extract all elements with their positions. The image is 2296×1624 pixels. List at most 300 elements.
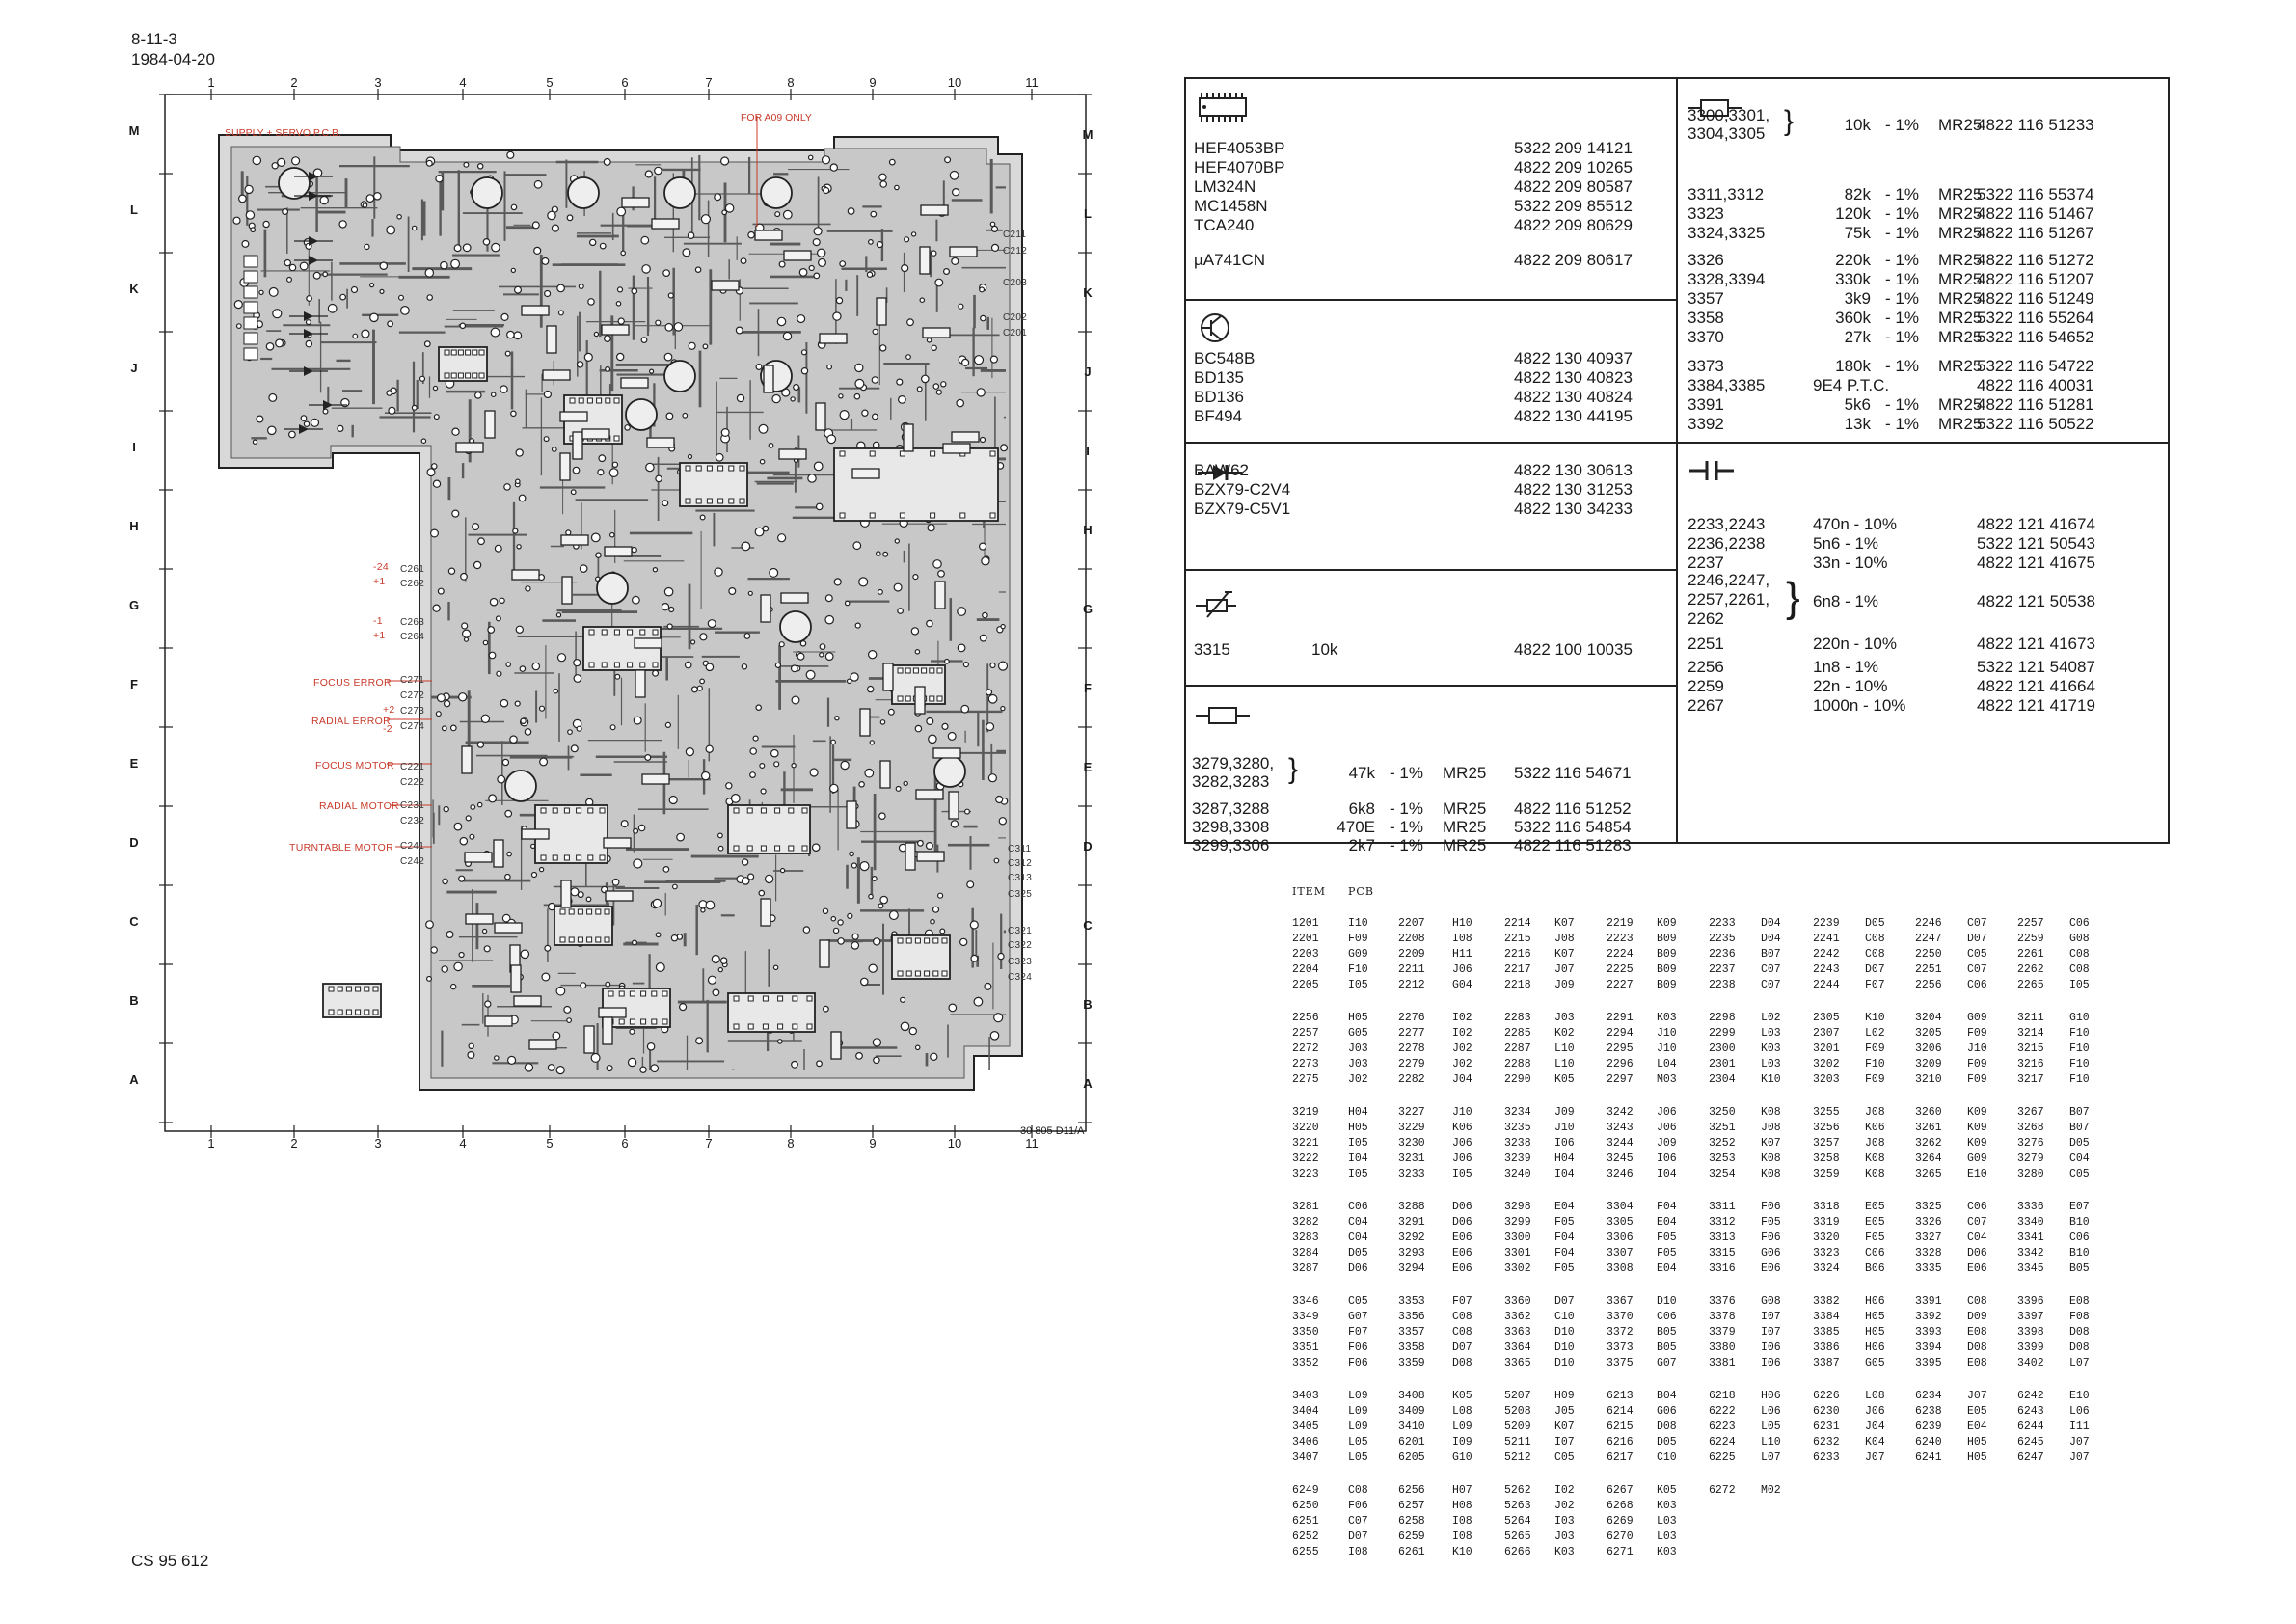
resistor-tolerance: - 1% xyxy=(1885,251,1919,269)
ic-pin xyxy=(906,971,911,976)
resistor-footprint xyxy=(514,996,541,1006)
index-item: 6268 xyxy=(1607,1500,1634,1512)
solder-pad xyxy=(840,411,849,420)
index-pcb-location: I06 xyxy=(1657,1152,1677,1165)
index-item: 5262 xyxy=(1504,1484,1531,1497)
index-item: 3259 xyxy=(1813,1168,1840,1180)
solder-pad xyxy=(606,367,610,372)
part-type: HEF4070BP xyxy=(1194,158,1285,176)
solder-pad xyxy=(700,515,705,520)
ic-pin xyxy=(445,350,449,355)
solder-pad xyxy=(444,807,448,812)
index-item: 1201 xyxy=(1292,917,1319,930)
index-pcb-location: K08 xyxy=(1761,1106,1781,1119)
index-row xyxy=(1292,1026,2131,1042)
grid-column-label-top: 9 xyxy=(869,75,877,90)
solder-pad xyxy=(700,679,705,684)
index-item: 3243 xyxy=(1607,1122,1634,1134)
index-pcb-location: E06 xyxy=(1967,1262,1987,1275)
solder-pad xyxy=(732,795,741,803)
index-pcb-location: F08 xyxy=(2069,1311,2090,1323)
solder-pad xyxy=(721,429,729,437)
solder-pad xyxy=(851,863,856,868)
solder-pad xyxy=(600,243,606,249)
capacitor-value: 220n - 10% xyxy=(1813,635,1897,653)
resistor-section-left xyxy=(1186,687,1676,854)
solder-pad xyxy=(469,1043,473,1048)
index-pcb-location: C05 xyxy=(1348,1295,1368,1308)
index-item: 3282 xyxy=(1292,1216,1319,1229)
resistor-footprint xyxy=(485,1016,512,1026)
index-block xyxy=(1292,1011,2131,1088)
solder-pad xyxy=(880,720,884,724)
solder-pad xyxy=(859,578,868,586)
solder-pad xyxy=(251,228,256,232)
solder-pad xyxy=(618,287,623,292)
index-pcb-location: C10 xyxy=(1657,1451,1677,1464)
index-row xyxy=(1292,1420,2131,1435)
index-item: 3357 xyxy=(1398,1326,1425,1339)
pot-number: 4822 100 10035 xyxy=(1514,640,1633,659)
index-item: 2259 xyxy=(2017,933,2044,945)
index-row xyxy=(1292,1042,2131,1057)
index-item: 3221 xyxy=(1292,1137,1319,1150)
resistor-number: 4822 116 51283 xyxy=(1514,836,1632,854)
solder-pad xyxy=(454,823,462,830)
solder-pad xyxy=(898,609,904,614)
index-item: 3255 xyxy=(1813,1106,1840,1119)
solder-pad xyxy=(514,332,522,339)
grid-column-label-bottom: 10 xyxy=(947,1136,962,1150)
solder-pad xyxy=(777,317,785,325)
ic-pin xyxy=(707,499,712,503)
index-item: 3396 xyxy=(2017,1295,2044,1308)
solder-pad xyxy=(692,687,698,692)
index-item: 6245 xyxy=(2017,1436,2044,1448)
index-item: 2201 xyxy=(1292,933,1319,945)
ic-pin xyxy=(577,808,581,813)
part-type: LM324N xyxy=(1194,177,1256,196)
solder-pad xyxy=(632,548,636,553)
index-pcb-location: J08 xyxy=(1865,1106,1885,1119)
signal-label: FOCUS MOTOR xyxy=(315,760,394,771)
index-pcb-location: J06 xyxy=(1657,1106,1677,1119)
index-block xyxy=(1292,916,2131,993)
resistor-number: 4822 116 51272 xyxy=(1977,251,2094,269)
ic-pin xyxy=(748,996,753,1001)
brace-glyph: } xyxy=(1786,574,1800,621)
part-type: BD135 xyxy=(1194,368,1244,387)
ic-pin xyxy=(763,996,768,1001)
index-pcb-location: G08 xyxy=(2069,933,2090,945)
solder-pad xyxy=(901,1022,908,1030)
index-pcb-location: K05 xyxy=(1657,1484,1677,1497)
solder-pad xyxy=(558,654,566,662)
index-pcb-location: D10 xyxy=(1657,1295,1677,1308)
grid-row-label-right: I xyxy=(1086,444,1090,458)
index-row xyxy=(1292,1246,2131,1261)
ic-pin xyxy=(734,1024,739,1029)
solder-pad xyxy=(516,626,523,633)
index-pcb-location: D08 xyxy=(1452,1357,1472,1369)
index-item: 6267 xyxy=(1607,1484,1634,1497)
solder-pad xyxy=(912,232,916,236)
solder-pad xyxy=(276,339,284,347)
index-item: 3211 xyxy=(2017,1012,2044,1024)
index-pcb-location: J07 xyxy=(2069,1451,2090,1464)
index-item: 3240 xyxy=(1504,1168,1531,1180)
solder-pad xyxy=(706,663,713,670)
connector-pin-label: C274 xyxy=(400,721,425,732)
ic-pin xyxy=(930,668,934,673)
ic-pin xyxy=(564,855,569,860)
index-item: 2285 xyxy=(1504,1027,1531,1040)
index-item: 3242 xyxy=(1607,1106,1634,1119)
index-item: 3306 xyxy=(1607,1232,1634,1244)
index-item: 2237 xyxy=(1709,963,1736,976)
solder-pad xyxy=(289,431,296,438)
solder-pad xyxy=(266,343,273,350)
solder-pad xyxy=(525,729,530,735)
solder-pad xyxy=(986,690,992,695)
index-item: 3362 xyxy=(1504,1311,1531,1323)
solder-pad xyxy=(491,328,500,337)
solder-pad xyxy=(869,894,873,898)
solder-pad xyxy=(874,1057,879,1063)
index-pcb-location: F07 xyxy=(1865,979,1885,991)
grid-row-label-right: J xyxy=(1084,365,1092,379)
index-item: 6239 xyxy=(1915,1421,1942,1433)
connector-pin-label: C323 xyxy=(1008,957,1033,967)
solder-pad xyxy=(645,171,652,177)
ic-pin xyxy=(619,1019,624,1024)
solder-pad xyxy=(653,670,659,676)
solder-pad xyxy=(532,663,539,669)
index-item: 3235 xyxy=(1504,1122,1531,1134)
grid-row-label-right: K xyxy=(1083,285,1093,300)
index-item: 3230 xyxy=(1398,1137,1425,1150)
ic-pin xyxy=(942,938,947,943)
index-header-pcb: PCB xyxy=(1348,885,1374,898)
index-pcb-location: F10 xyxy=(1348,963,1368,976)
index-item: 3222 xyxy=(1292,1152,1319,1165)
connector-pin-label: C261 xyxy=(400,564,425,575)
solder-pad xyxy=(557,284,565,292)
solder-pad xyxy=(507,151,514,158)
index-pcb-location: F06 xyxy=(1761,1232,1781,1244)
index-pcb-location: F09 xyxy=(1348,933,1368,945)
resistor-position: 3391 xyxy=(1688,395,1724,414)
solder-pad xyxy=(779,642,784,647)
solder-pad xyxy=(680,1004,687,1011)
transistor-section xyxy=(1186,301,1676,444)
index-item: 6230 xyxy=(1813,1405,1840,1418)
transistor-footprint xyxy=(780,611,811,642)
solder-pad xyxy=(706,901,715,909)
index-pcb-location: J06 xyxy=(1452,1152,1472,1165)
index-pcb-location: D07 xyxy=(1967,933,1987,945)
solder-pad xyxy=(448,568,454,574)
ic-pin xyxy=(686,499,690,503)
ic-pin xyxy=(925,971,930,976)
ic-pin xyxy=(840,451,845,456)
index-item: 3239 xyxy=(1504,1152,1531,1165)
solder-pad xyxy=(963,663,968,667)
transistor-symbol-icon xyxy=(1194,309,1252,347)
grid-row-label-right: G xyxy=(1082,602,1094,616)
solder-pad xyxy=(645,755,651,761)
ic-pin xyxy=(933,971,938,976)
connector-pin xyxy=(244,256,257,267)
index-item: 2223 xyxy=(1607,933,1634,945)
solder-pad xyxy=(769,444,773,448)
part-number: 4822 209 80587 xyxy=(1514,177,1633,196)
solder-pad xyxy=(284,260,290,266)
resistor-position: 3299,3306 xyxy=(1192,836,1270,854)
solder-pad xyxy=(756,705,761,710)
index-row xyxy=(1292,1294,2131,1310)
index-pcb-location: D05 xyxy=(2069,1137,2090,1150)
index-item: 3260 xyxy=(1915,1106,1942,1119)
solder-pad xyxy=(500,700,507,707)
transistor-footprint xyxy=(505,771,536,801)
solder-pad xyxy=(566,530,571,535)
index-header-item: ITEM xyxy=(1292,885,1326,898)
solder-pad xyxy=(716,454,723,462)
resistor-tolerance: - 1% xyxy=(1885,270,1919,288)
solder-pad xyxy=(810,769,818,776)
index-item: 2211 xyxy=(1398,963,1425,976)
index-item: 3370 xyxy=(1607,1311,1634,1323)
index-block xyxy=(1292,1105,2131,1182)
solder-pad xyxy=(830,784,838,792)
index-pcb-location: J06 xyxy=(1657,1122,1677,1134)
solder-pad xyxy=(320,197,328,204)
resistor-number: 5322 116 54722 xyxy=(1977,357,2094,375)
solder-pad xyxy=(851,942,858,949)
resistor-number: 5322 116 55374 xyxy=(1977,185,2094,203)
solder-pad xyxy=(666,413,673,420)
resistor-footprint xyxy=(877,298,886,325)
solder-pad xyxy=(906,355,911,360)
solder-pad xyxy=(362,330,369,338)
part-number: 4822 130 30613 xyxy=(1514,461,1633,479)
index-item: 3202 xyxy=(1813,1058,1840,1070)
ic-pin xyxy=(605,937,609,942)
solder-pad xyxy=(878,590,883,595)
index-item: 2279 xyxy=(1398,1058,1425,1070)
resistor-footprint xyxy=(511,965,521,992)
resistor-footprint xyxy=(512,570,539,580)
resistor-symbol-icon xyxy=(1194,696,1252,735)
index-item: 3254 xyxy=(1709,1168,1736,1180)
ic-pin xyxy=(602,663,607,667)
solder-pad xyxy=(823,908,827,913)
solder-pad xyxy=(465,637,469,641)
solder-pad xyxy=(520,666,525,671)
index-pcb-location: K02 xyxy=(1554,1027,1575,1040)
solder-pad xyxy=(573,467,580,474)
resistor-footprint xyxy=(647,438,674,447)
index-item: 3350 xyxy=(1292,1326,1319,1339)
index-pcb-location: E06 xyxy=(1761,1262,1781,1275)
index-item: 6238 xyxy=(1915,1405,1942,1418)
solder-pad xyxy=(667,624,672,629)
index-pcb-location: C06 xyxy=(1865,1247,1885,1259)
solder-pad xyxy=(823,156,830,164)
solder-pad xyxy=(851,673,858,681)
part-number: 4822 130 34233 xyxy=(1514,500,1633,518)
index-item: 3302 xyxy=(1504,1262,1531,1275)
resistor-footprint xyxy=(883,663,893,690)
solder-pad xyxy=(451,985,456,989)
grid-row-label-right: M xyxy=(1082,127,1094,142)
solder-pad xyxy=(895,539,899,543)
solder-pad xyxy=(634,859,642,868)
part-type: MC1458N xyxy=(1194,197,1268,215)
solder-pad xyxy=(697,686,702,690)
ic-pin xyxy=(707,466,712,471)
index-item: 3214 xyxy=(2017,1027,2044,1040)
part-number: 4822 209 80617 xyxy=(1514,251,1633,269)
solder-pad xyxy=(778,1040,782,1043)
solder-pad xyxy=(743,878,749,884)
index-pcb-location: I02 xyxy=(1554,1484,1575,1497)
resistor-value: 9E4 P.T.C. xyxy=(1813,376,1890,394)
solder-pad xyxy=(564,1007,571,1014)
index-pcb-location: G08 xyxy=(1761,1295,1781,1308)
ic-pin xyxy=(734,996,739,1001)
solder-pad xyxy=(831,740,836,744)
index-pcb-location: H05 xyxy=(1865,1311,1885,1323)
solder-pad xyxy=(483,239,489,245)
resistor-footprint xyxy=(560,453,570,480)
solder-pad xyxy=(511,204,516,209)
capacitor-position: 2267 xyxy=(1688,696,1724,715)
index-pcb-location: K09 xyxy=(1967,1137,1987,1150)
index-item: 5212 xyxy=(1504,1451,1531,1464)
solder-pad xyxy=(615,674,620,679)
voltage-label: -1 xyxy=(373,615,383,627)
index-item: 3353 xyxy=(1398,1295,1425,1308)
index-item: 2246 xyxy=(1915,917,1942,930)
ic-pin xyxy=(740,499,744,503)
index-item: 2216 xyxy=(1504,948,1531,961)
index-pcb-location: I08 xyxy=(1452,1515,1472,1528)
grid-column-label-top: 6 xyxy=(621,75,629,90)
solder-pad xyxy=(990,663,995,668)
resistor-position: 3370 xyxy=(1688,328,1724,346)
index-pcb-location: L05 xyxy=(1348,1451,1368,1464)
index-item: 3292 xyxy=(1398,1232,1425,1244)
ic-pin xyxy=(587,937,592,942)
index-item: 3246 xyxy=(1607,1168,1634,1180)
index-pcb-location: J04 xyxy=(1452,1073,1472,1086)
grid-column-label-bottom: 5 xyxy=(546,1136,554,1150)
index-pcb-location: D08 xyxy=(1657,1421,1677,1433)
resistor-footprint xyxy=(921,205,948,215)
grid-row-label-right: H xyxy=(1083,523,1093,537)
index-pcb-location: E08 xyxy=(2069,1295,2090,1308)
connector-pin-label: C202 xyxy=(1003,312,1028,323)
solder-pad xyxy=(725,204,733,212)
resistor-number: 5322 116 54652 xyxy=(1977,328,2094,346)
connector-pin-label: C241 xyxy=(400,841,425,852)
solder-pad xyxy=(779,261,785,267)
resistor-footprint xyxy=(603,1017,612,1044)
grid-column-label-top: 1 xyxy=(207,75,215,90)
index-item: 6213 xyxy=(1607,1390,1634,1402)
index-pcb-location: H05 xyxy=(1348,1012,1368,1024)
ic-pin xyxy=(734,808,739,813)
solder-pad xyxy=(958,644,965,652)
index-pcb-location: J02 xyxy=(1452,1058,1472,1070)
index-item: 3308 xyxy=(1607,1262,1634,1275)
solder-pad xyxy=(992,226,998,231)
resistor-footprint xyxy=(847,801,856,828)
solder-pad xyxy=(307,296,312,302)
solder-pad xyxy=(931,920,934,924)
solder-pad xyxy=(902,265,908,272)
index-item: 5208 xyxy=(1504,1405,1531,1418)
solder-pad xyxy=(928,525,934,531)
index-pcb-location: G09 xyxy=(1967,1012,1987,1024)
index-item: 3335 xyxy=(1915,1262,1942,1275)
ic-pin xyxy=(640,630,645,635)
index-pcb-location: C06 xyxy=(1348,1201,1368,1213)
index-pcb-location: H11 xyxy=(1452,948,1472,961)
index-row xyxy=(1292,1261,2131,1277)
capacitor-position-cont: 2257,2261, xyxy=(1688,590,1770,609)
solder-pad xyxy=(736,327,743,334)
solder-pad xyxy=(638,825,644,830)
index-item: 2277 xyxy=(1398,1027,1425,1040)
index-item: 3276 xyxy=(2017,1137,2044,1150)
solder-pad xyxy=(495,1056,499,1060)
solder-pad xyxy=(567,1018,572,1023)
ic-pin xyxy=(915,938,920,943)
index-item: 2251 xyxy=(1915,963,1942,976)
ic-pin xyxy=(356,987,361,991)
index-item: 3375 xyxy=(1607,1357,1634,1369)
index-pcb-location: C07 xyxy=(1967,917,1987,930)
ic-pin xyxy=(630,991,635,996)
index-pcb-location: J08 xyxy=(1761,1122,1781,1134)
solder-pad xyxy=(272,163,278,169)
index-pcb-location: I06 xyxy=(1761,1357,1781,1369)
ic-pin xyxy=(614,436,619,441)
solder-pad xyxy=(990,1032,998,1040)
solder-pad xyxy=(556,1067,564,1074)
index-pcb-location: F04 xyxy=(1554,1247,1575,1259)
solder-pad xyxy=(269,394,277,402)
index-pcb-location: D07 xyxy=(1452,1341,1472,1354)
index-pcb-location: K08 xyxy=(1761,1168,1781,1180)
solder-pad xyxy=(940,929,945,934)
ic-pin xyxy=(346,1010,351,1015)
index-pcb-location: E04 xyxy=(1967,1421,1987,1433)
index-item: 6234 xyxy=(1915,1390,1942,1402)
index-pcb-location: C06 xyxy=(2069,917,2090,930)
solder-pad xyxy=(454,962,462,970)
solder-pad xyxy=(915,725,921,731)
solder-pad xyxy=(656,320,661,325)
solder-pad xyxy=(651,1065,659,1072)
part-type: HEF4053BP xyxy=(1194,139,1285,157)
index-pcb-location: K03 xyxy=(1761,1042,1781,1055)
solder-pad xyxy=(609,469,618,477)
index-item: 2296 xyxy=(1607,1058,1634,1070)
